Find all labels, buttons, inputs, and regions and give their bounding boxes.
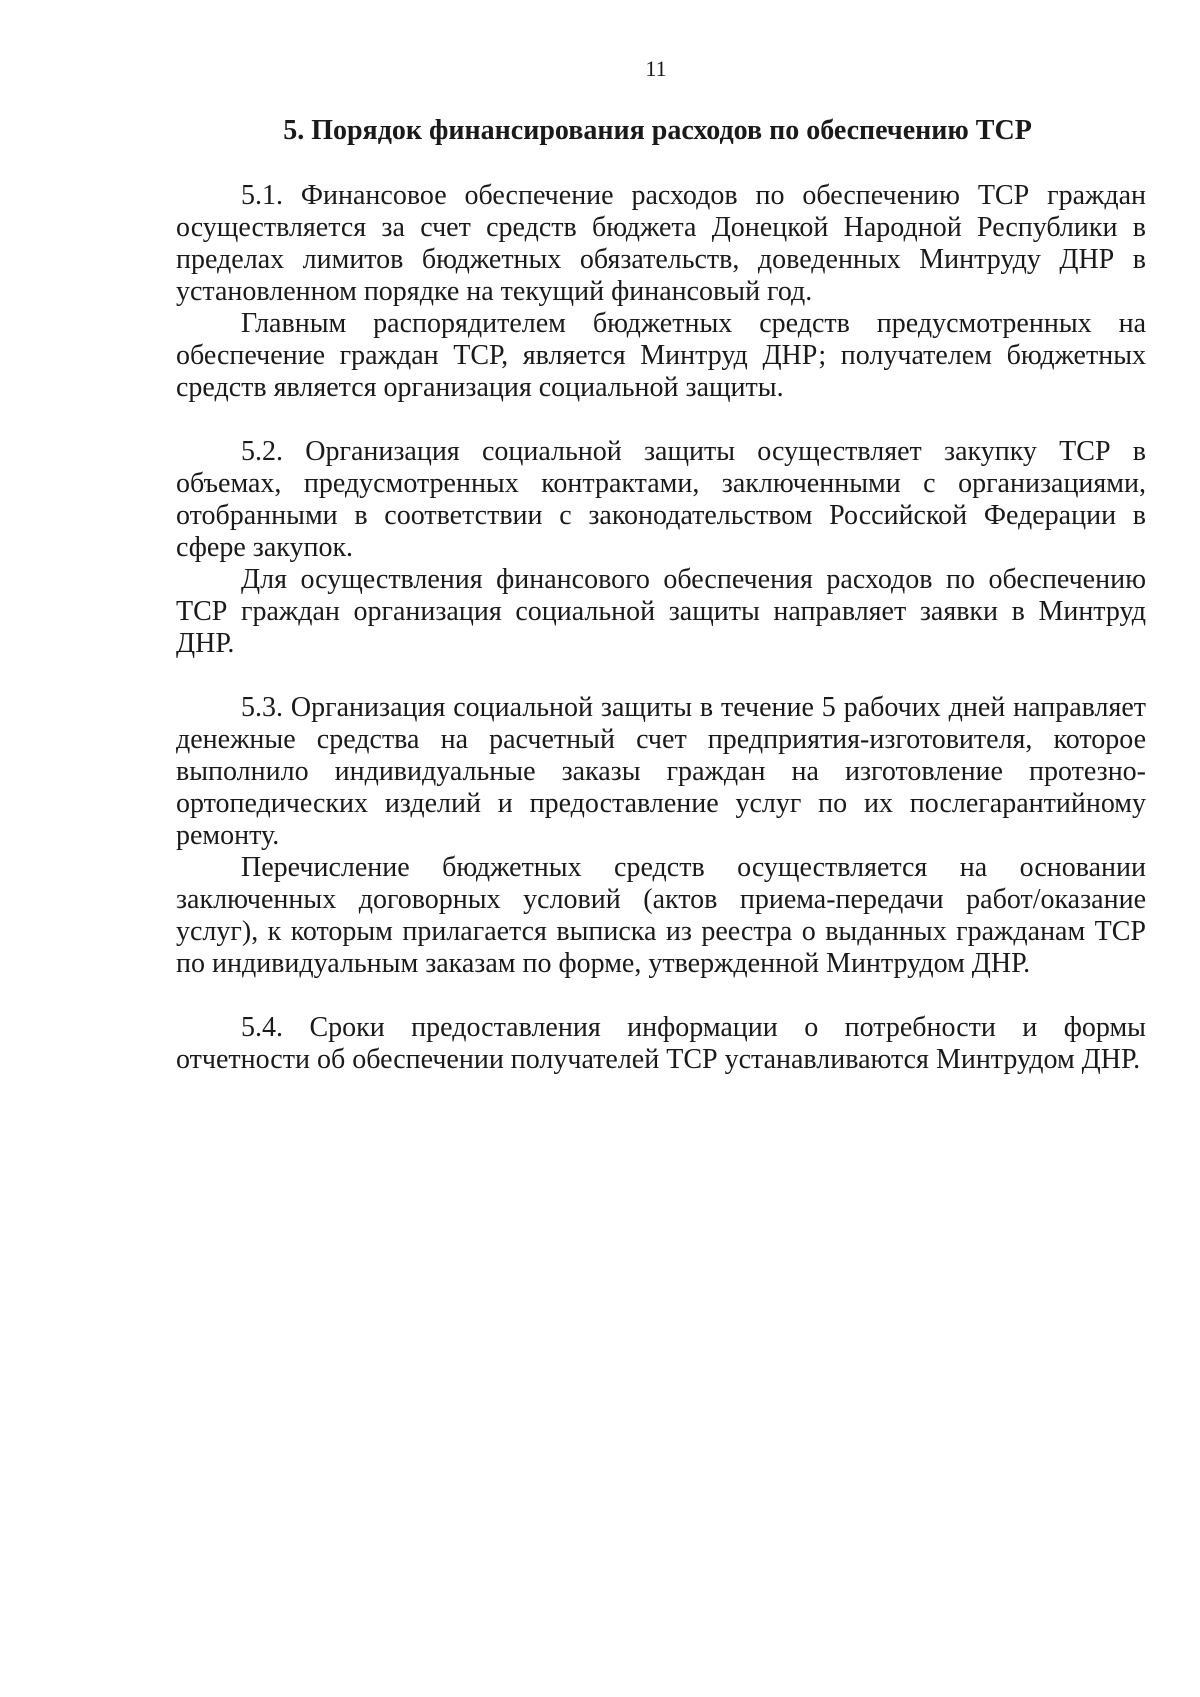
paragraph-applications: Для осуществления финансового обеспечения расходов по обеспечению ТСР граждан организация социальной защиты направляет заявки в Минтруд ДНР. — [176, 564, 1146, 659]
paragraph-budget-manager: Главным распорядителем бюджетных средств предусмотренных на обеспечение граждан ТСР, является Минтруд ДНР; получателем бюджетных средств является организация социальной защиты. — [176, 308, 1146, 403]
section-title: 5. Порядок финансирования расходов по обеспечению ТСР — [283, 115, 1032, 146]
section-body — [176, 180, 1146, 1076]
paragraph-5-4: 5.4. Сроки предоставления информации о потребности и формы отчетности об обеспечении получателей ТСР устанавливаются Минтрудом ДНР. — [176, 1012, 1146, 1075]
paragraph-5-1: 5.1. Финансовое обеспечение расходов по обеспечению ТСР граждан осуществляется за счет средств бюджета Донецкой Народной Республики в пределах лимитов бюджетных обязательств, доведенных Минтруду ДНР в установленном порядке на текущий финансовый год. — [176, 180, 1146, 307]
page-number: 11 — [645, 56, 667, 81]
paragraph-transfer: Перечисление бюджетных средств осуществляется на основании заключенных договорных условий (актов приема-передачи работ/оказание услуг), к которым прилагается выписка из реестра о выданных гражданам ТСР по индивидуальным заказам по форме, утвержденной Минтрудом ДНР. — [176, 852, 1146, 979]
paragraph-5-2: 5.2. Организация социальной защиты осуществляет закупку ТСР в объемах, предусмотренных контрактами, заключенными с организациями, отобранными в соответствии с законодательством Российской Федерации в сфере закупок. — [176, 436, 1146, 563]
paragraph-5-3: 5.3. Организация социальной защиты в течение 5 рабочих дней направляет денежные средства на расчетный счет предприятия-изготовителя, которое выполнило индивидуальные заказы граждан на изготовление протезно-ортопедических изделий и предоставление услуг по их послегарантийному ремонту. — [176, 692, 1146, 851]
